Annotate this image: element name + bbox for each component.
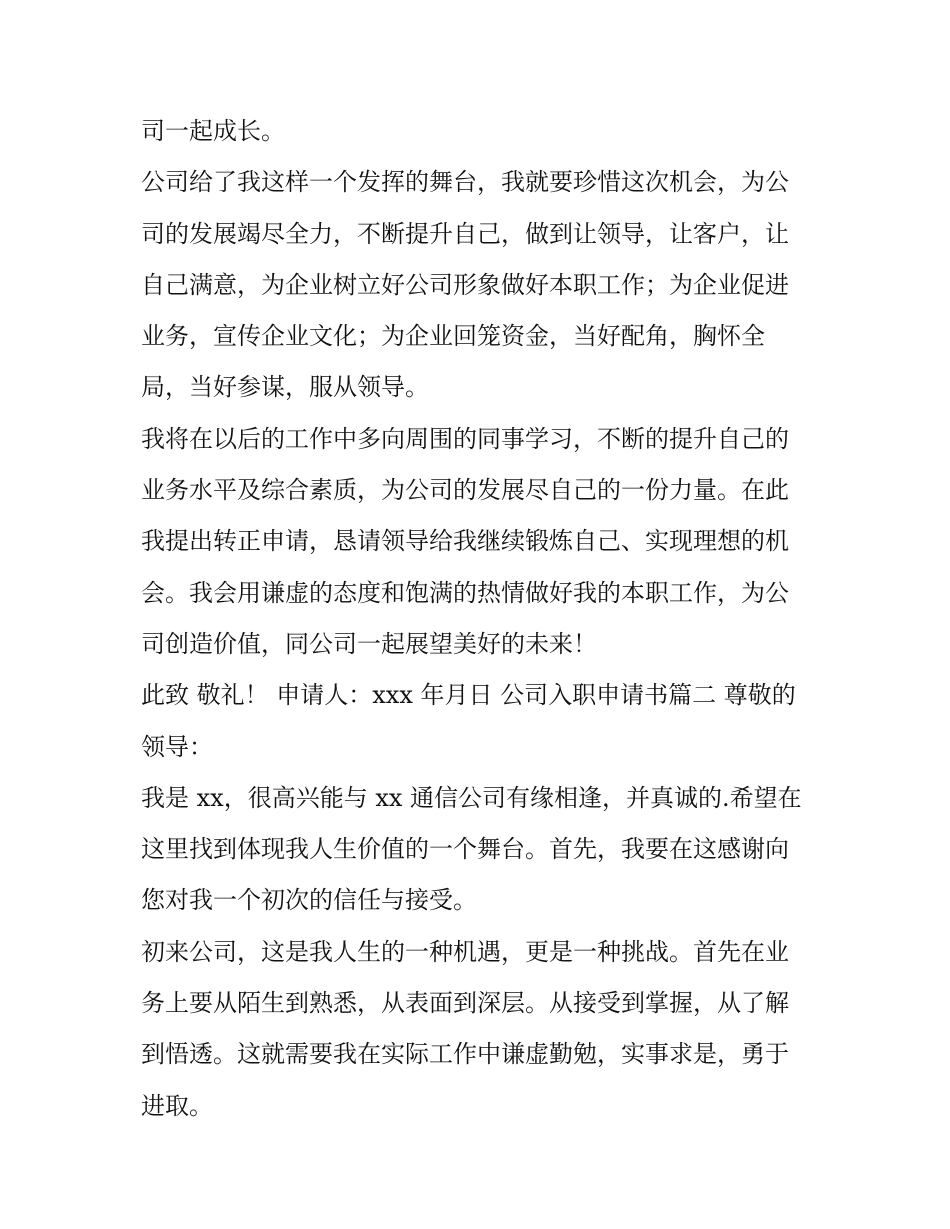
text-line-19: 到悟透。这就需要我在实际工作中谦虚勤勉，实事求是，勇于	[141, 1040, 789, 1069]
document-body	[141, 106, 821, 1132]
text-line-14: 我是 xx，很高兴能与 xx 通信公司有缘相逢，并真诚的.希望在	[141, 783, 802, 812]
text-line-17: 初来公司，这是我人生的一种机遇，更是一种挑战。首先在业	[141, 937, 789, 966]
text-line-3: 司的发展竭尽全力，不断提升自己，做到让领导，让客户，让	[141, 219, 789, 248]
text-line-9: 我提出转正申请，恳请领导给我继续锻炼自己、实现理想的机	[141, 527, 789, 556]
text-line-5: 业务，宣传企业文化；为企业回笼资金，当好配角，胸怀全	[141, 322, 765, 351]
text-line-15: 这里找到体现我人生价值的一个舞台。首先，我要在这感谢向	[141, 835, 789, 864]
text-line-8: 业务水平及综合素质，为公司的发展尽自己的一份力量。在此	[141, 476, 789, 505]
text-line-11: 司创造价值，同公司一起展望美好的未来！	[141, 629, 597, 658]
text-line-12: 此致 敬礼！ 申请人：xxx 年月日 公司入职申请书篇二 尊敬的	[141, 681, 796, 710]
text-line-16: 您对我一个初次的信任与接受。	[141, 886, 477, 915]
text-line-2: 公司给了我这样一个发挥的舞台，我就要珍惜这次机会，为公	[141, 168, 789, 197]
text-line-7: 我将在以后的工作中多向周围的同事学习，不断的提升自己的	[141, 424, 789, 453]
text-line-4: 自己满意，为企业树立好公司形象做好本职工作；为企业促进	[141, 270, 789, 299]
text-line-6: 局，当好参谋，服从领导。	[141, 373, 429, 402]
text-line-1: 司一起成长。	[141, 117, 285, 145]
text-line-10: 会。我会用谦虚的态度和饱满的热情做好我的本职工作，为公	[141, 578, 789, 607]
text-line-13: 领导：	[141, 732, 213, 761]
text-line-20: 进取。	[141, 1091, 213, 1120]
text-line-18: 务上要从陌生到熟悉，从表面到深层。从接受到掌握，从了解	[141, 989, 789, 1018]
